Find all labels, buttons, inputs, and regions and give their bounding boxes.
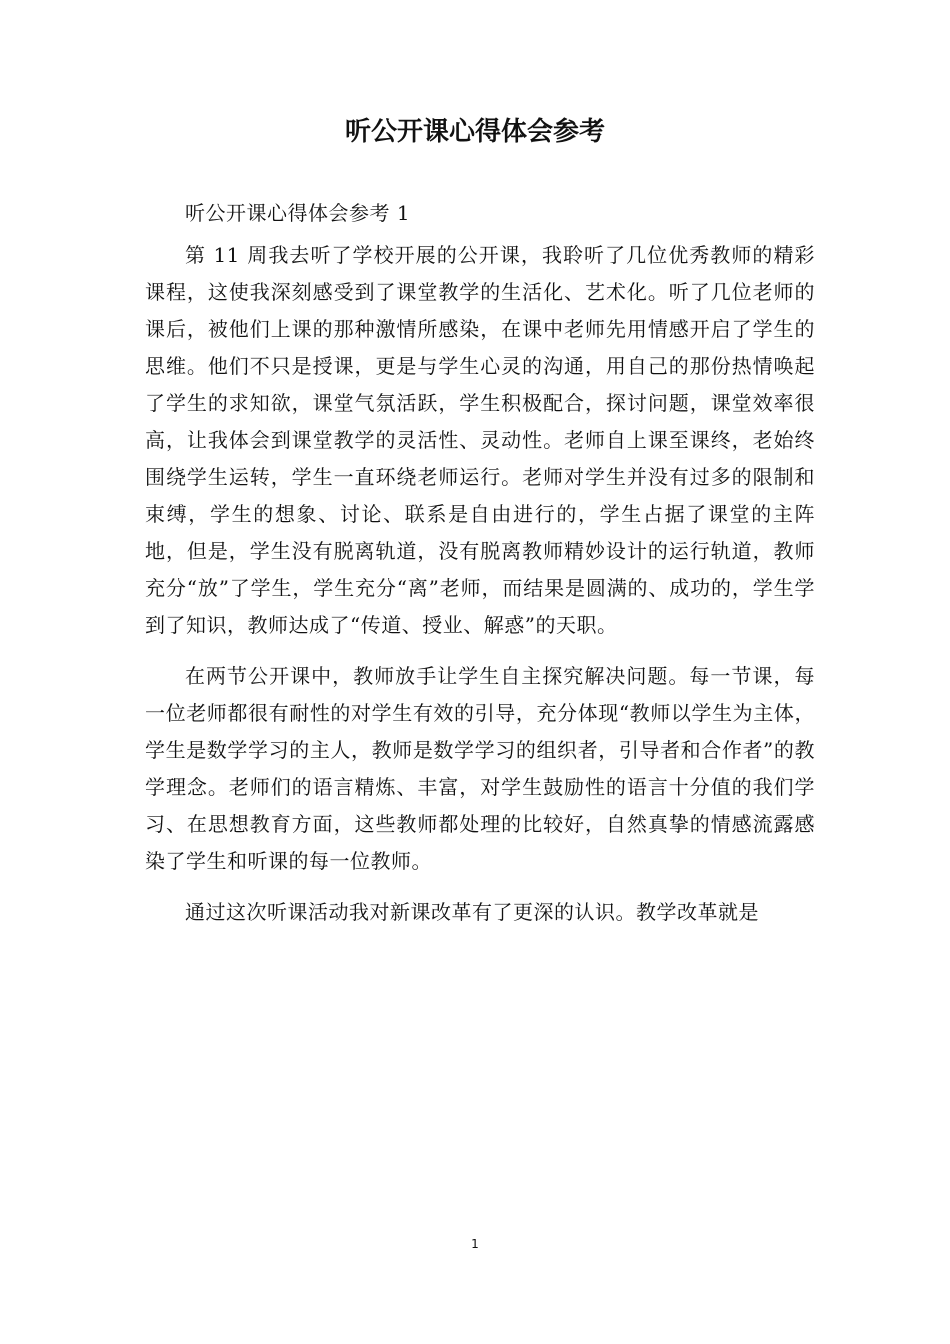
document-body: [145, 195, 815, 945]
paragraph-3: 通过这次听课活动我对新课改革有了更深的认识。教学改革就是: [185, 900, 759, 924]
section-subheading: 听公开课心得体会参考 1: [185, 201, 411, 225]
document-title: 听公开课心得体会参考: [344, 117, 605, 147]
paragraph-2: 在两节公开课中，教师放手让学生自主探究解决问题。每一节课，每一位老师都很有耐性的对学生有效的引导，充分体现“教师以学生为主体，学生是数学学习的主人，教师是数学学习的组织者，引导者和合作者”的教学理念。老师们的语言精炼、丰富，对学生鼓励性的语言十分值的我们学习、在思想教育方面，这些教师都处理的比较好，自然真挚的情感流露感染了学生和听课的每一位教师。: [145, 664, 815, 873]
paragraph-1: 第 11 周我去听了学校开展的公开课，我聆听了几位优秀教师的精彩课程，这使我深刻感受到了课堂教学的生活化、艺术化。听了几位老师的课后，被他们上课的那种激情所感染，在课中老师先用情感开启了学生的思维。他们不只是授课，更是与学生心灵的沟通，用自己的那份热情唤起了学生的求知欲，课堂气氛活跃，学生积极配合，探讨问题，课堂效率很高，让我体会到课堂教学的灵活性、灵动性。老师自上课至课终，老始终围绕学生运转，学生一直环绕老师运行。老师对学生并没有过多的限制和束缚，学生的想象、讨论、联系是自由进行的，学生占据了课堂的主阵地，但是，学生没有脱离轨道，没有脱离教师精妙设计的运行轨道，教师充分“放”了学生，学生充分“离”老师，而结果是圆满的、成功的，学生学到了知识，教师达成了“传道、授业、解惑”的天职。: [145, 243, 815, 637]
page-number: 1: [471, 1237, 479, 1251]
